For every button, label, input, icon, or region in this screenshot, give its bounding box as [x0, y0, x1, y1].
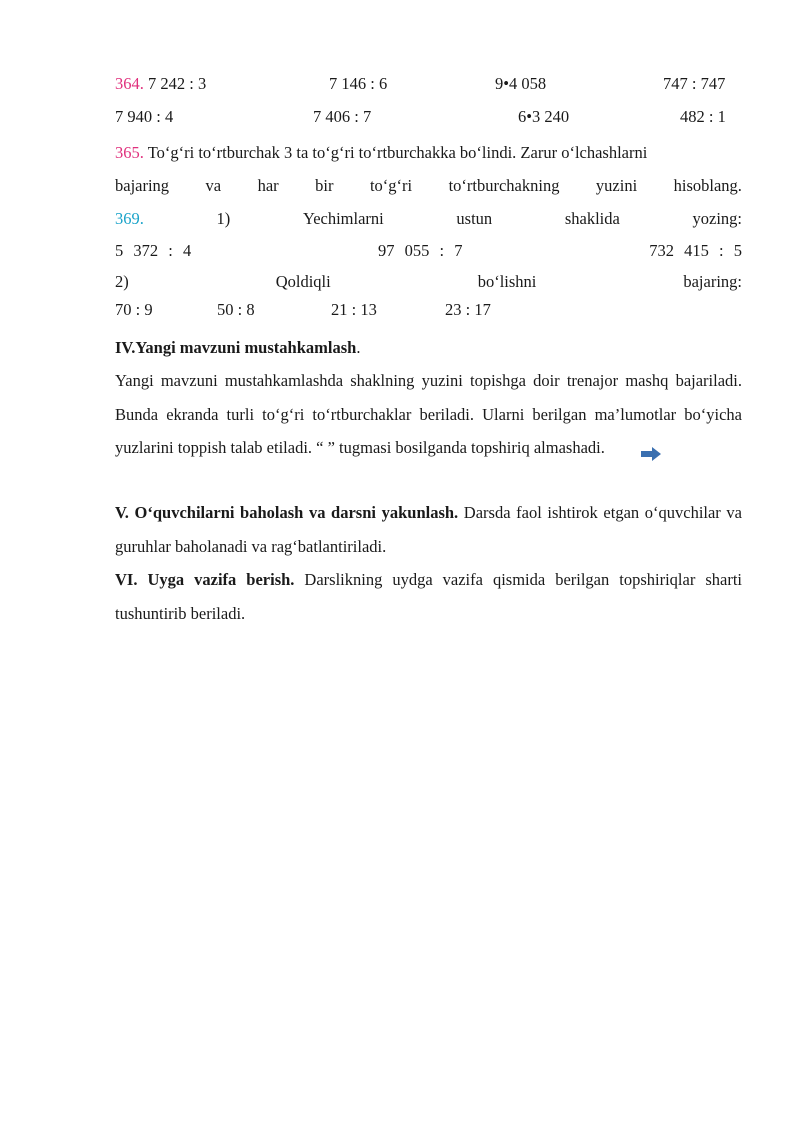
ex369-problem: 5 372 : 4: [115, 241, 192, 260]
word: Yechimlarni: [302, 209, 384, 228]
ex365-line1: [115, 138, 742, 168]
ex364-problem: 7 406 : 7: [313, 107, 372, 126]
section4-paragraph: Yangi mavzuni mustahkamlashda shaklning yuzini topishga doir trenajor mashq bajariladi. Bunda ekranda turli to‘g‘ri to‘rtburchaklar beriladi. Ularni berilgan ma’lumotlar bo‘yicha yuzlarini toppish talab etiladi. “ ” tugmasi bosilganda topshiriq almashadi.: [115, 371, 742, 457]
word: ustun: [456, 209, 493, 228]
word: bajaring:: [683, 272, 742, 291]
word: to‘g‘ri: [369, 176, 413, 195]
ex365-line2: [115, 171, 742, 201]
ex364-number: 364.: [115, 74, 144, 93]
ex369-problem: 23 : 17: [445, 300, 491, 319]
section4-heading-line: [115, 333, 742, 363]
word: 1): [216, 209, 231, 228]
ex369-problem: 70 : 9: [115, 300, 153, 319]
section5-heading: V. O‘quvchilarni baholash va darsni yakunlash.: [115, 503, 459, 522]
ex369-problem: 97 055 : 7: [378, 241, 463, 260]
ex369-problems1: [115, 236, 742, 266]
word: yozing:: [692, 209, 742, 228]
ex364-problem: 482 : 1: [680, 107, 726, 126]
word: bo‘lishni: [477, 272, 537, 291]
ex369-problem: 732 415 : 5: [649, 241, 742, 260]
word: Qoldiqli: [275, 272, 331, 291]
ex364-problem: 7 242 : 3: [148, 74, 207, 93]
word: yuzini: [595, 176, 638, 195]
ex364-row1: [115, 74, 206, 94]
section6-paragraph: [115, 563, 742, 630]
ex369-problem: 50 : 8: [217, 300, 255, 319]
section6-text: Darslikning uydga vazifa qismida berilgan topshiriqlar sharti tushuntirib beriladi.: [115, 570, 742, 623]
section4-heading: IV.Yangi mavzuni mustahkamlash: [115, 338, 357, 357]
section5-paragraph: [115, 496, 742, 563]
section5-text: Darsda faol ishtirok etgan o‘quvchilar va guruhlar baholanadi va rag‘batlantiriladi.: [115, 503, 742, 556]
word: bajaring: [115, 176, 170, 195]
ex369-problem: 21 : 13: [331, 300, 377, 319]
ex365-number: 365.: [115, 143, 144, 162]
ex365-text: To‘g‘ri to‘rtburchak 3 ta to‘g‘ri to‘rtburchakka bo‘lindi. Zarur o‘lchashlarni: [147, 143, 648, 162]
ex364-problem: 7 146 : 6: [329, 74, 388, 93]
word: bir: [315, 176, 334, 195]
ex369-line2: [115, 267, 742, 297]
section6-heading: VI. Uyga vazifa berish.: [115, 570, 295, 589]
word: va: [205, 176, 222, 195]
ex364-problem: 7 940 : 4: [115, 107, 174, 126]
arrow-right-icon[interactable]: [640, 446, 662, 462]
word: to‘rtburchakning: [448, 176, 560, 195]
ex364-problem: 9•4 058: [495, 74, 547, 93]
word: har: [257, 176, 279, 195]
ex369-line1: [115, 204, 742, 234]
ex364-problem: 6•3 240: [518, 107, 570, 126]
section4-heading-tail: .: [356, 338, 361, 357]
ex364-problem: 747 : 747: [663, 74, 726, 93]
word: shaklida: [564, 209, 620, 228]
word: 2): [115, 272, 129, 291]
ex369-number: 369.: [115, 209, 144, 228]
word: hisoblang.: [673, 176, 742, 195]
